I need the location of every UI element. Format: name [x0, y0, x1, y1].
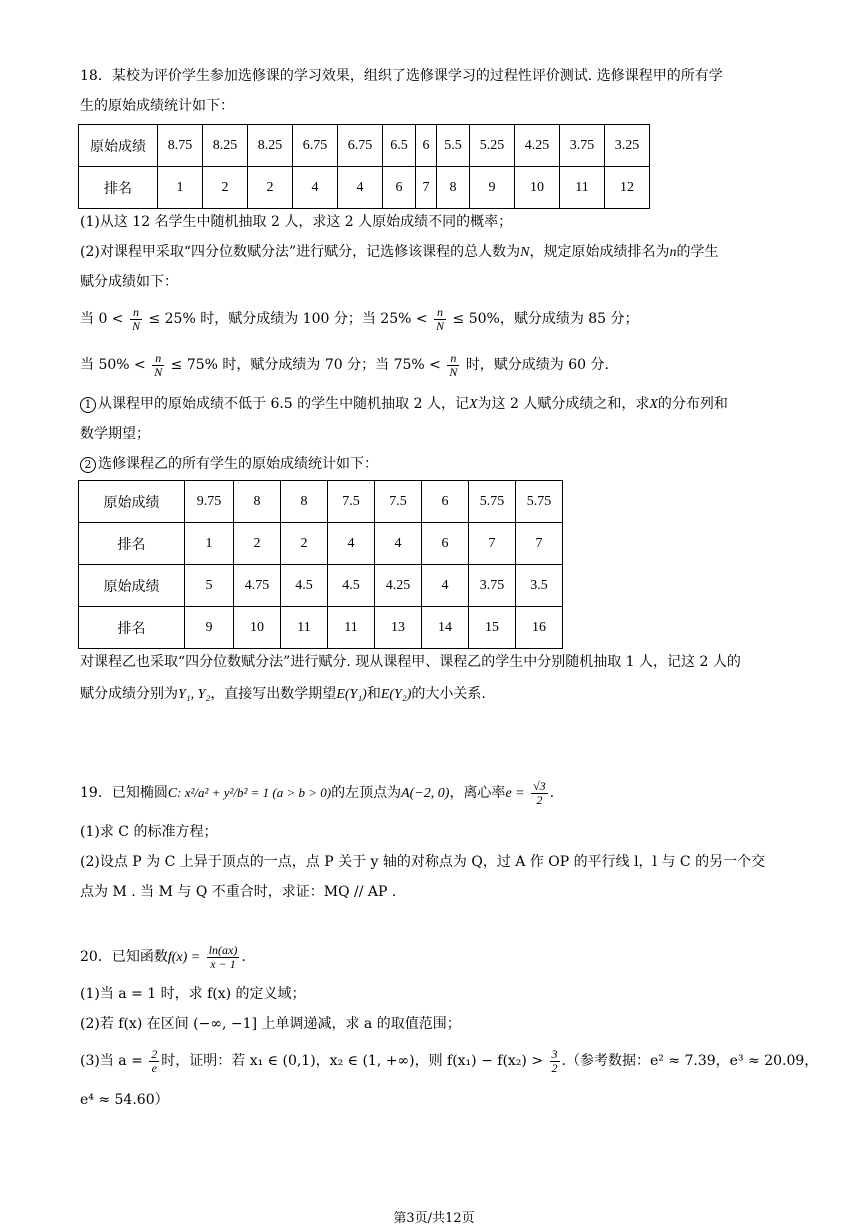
- table-cell: 8.25: [203, 125, 248, 167]
- q18-part2-line1: (2)对课程甲采取“四分位数赋分法”进行赋分，记选修该课程的总人数为N，规定原始成绩排名为n的学生: [80, 244, 719, 260]
- table-cell: 2: [234, 523, 281, 565]
- table-cell: 3.75: [560, 125, 605, 167]
- table-cell: 8.75: [158, 125, 203, 167]
- q19-part1: (1)求 C 的标准方程；: [80, 824, 218, 840]
- q20-line1: 20．已知函数f(x) = $\frac{\ln(ax)}{x - 1}$ .: [80, 942, 246, 971]
- table-cell: 3.25: [605, 125, 650, 167]
- table-cell: 11: [281, 607, 328, 649]
- table-cell: 16: [516, 607, 563, 649]
- table-cell: 8: [281, 481, 328, 523]
- fraction-sqrt3-over-2: $\frac{√3}{2}$: [533, 778, 546, 807]
- fraction-ln-ax-over-x-minus-1: $\frac{\ln(ax)}{x - 1}$: [208, 942, 238, 971]
- table-cell: 5.25: [470, 125, 515, 167]
- table-header-score: 原始成绩: [79, 125, 158, 167]
- table-cell: 5.75: [469, 481, 516, 523]
- table-cell: 11: [560, 167, 605, 209]
- table-cell: 4.5: [281, 565, 328, 607]
- q20-part3-line1: (3)当 a = $\frac{2}{e}$ 时，证明：若 x₁ ∈ (0,1)，x₂ ∈ (1, +∞)，则 f(x₁) − f(x₂) > $\frac{3}{2}$ .（参考数据：e² ≈ 7.39，e³ ≈ 20.09，: [80, 1046, 819, 1075]
- table-cell: 5: [185, 565, 234, 607]
- table-cell: 10: [234, 607, 281, 649]
- q18-sub2: 2 选修课程乙的所有学生的原始成绩统计如下：: [80, 454, 378, 474]
- table-cell: 11: [328, 607, 375, 649]
- table-cell: 14: [422, 607, 469, 649]
- q18-after-line2: 赋分成绩分别为Y₁, Y₂，直接写出数学期望E(Y₁)和E(Y₂)的大小关系.: [80, 686, 486, 702]
- table-cell: 3.75: [469, 565, 516, 607]
- table-cell: 4: [375, 523, 422, 565]
- q18-part1: (1)从这 12 名学生中随机抽取 2 人，求这 2 人原始成绩不同的概率；: [80, 214, 513, 230]
- q18-after-line1: 对课程乙也采取“四分位数赋分法”进行赋分. 现从课程甲、课程乙的学生中分别随机抽取 1 人，记这 2 人的: [80, 654, 741, 670]
- q18-intro-line1: 18．某校为评价学生参加选修课的学习效果，组织了选修课学习的过程性评价测试. 选修课程甲的所有学: [80, 68, 723, 84]
- table-cell: 7: [516, 523, 563, 565]
- table-cell: 6: [422, 481, 469, 523]
- fraction-2-over-e: $\frac{2}{e}$: [151, 1046, 158, 1075]
- table-cell: 7: [416, 167, 437, 209]
- q19-part2-line2: 点为 M . 当 M 与 Q 不重合时，求证：MQ // AP .: [80, 884, 397, 900]
- table-cell: 6: [383, 167, 416, 209]
- fraction-n-over-N: $\frac{n}{N}$: [154, 350, 163, 379]
- table-cell: 1: [185, 523, 234, 565]
- table-header-rank: 排名: [79, 607, 185, 649]
- course-b-score-table: [78, 480, 563, 649]
- table-cell: 4.5: [328, 565, 375, 607]
- table-cell: 7.5: [328, 481, 375, 523]
- circled-number-1-icon: 1: [80, 397, 96, 413]
- q19-line1: 19．已知椭圆C: x²/a² + y²/b² = 1 (a > b > 0)的左顶点为A(−2, 0)，离心率e = $\frac{√3}{2}$ .: [80, 778, 555, 807]
- q18-sub1-line2: 数学期望；: [80, 426, 150, 442]
- table-cell: 4.25: [515, 125, 560, 167]
- table-cell: 7: [469, 523, 516, 565]
- q20-part3-line2: e⁴ ≈ 54.60）: [80, 1092, 169, 1108]
- table-cell: 1: [158, 167, 203, 209]
- table-cell: 8.25: [248, 125, 293, 167]
- table-cell: 2: [281, 523, 328, 565]
- fraction-n-over-N: $\frac{n}{N}$: [449, 350, 458, 379]
- table-cell: 4.75: [234, 565, 281, 607]
- table-cell: 4.25: [375, 565, 422, 607]
- table-cell: 6.75: [293, 125, 338, 167]
- circled-number-2-icon: 2: [80, 457, 96, 473]
- q18-part2-line2: 赋分成绩如下：: [80, 274, 178, 290]
- q19-part2-line1: (2)设点 P 为 C 上异于顶点的一点，点 P 关于 y 轴的对称点为 Q，过 A 作 OP 的平行线 l，l 与 C 的另一个交: [80, 854, 766, 870]
- q18-intro-line2: 生的原始成绩统计如下：: [80, 98, 234, 114]
- table-cell: 8: [437, 167, 470, 209]
- q18-sub1-line1: 1 从课程甲的原始成绩不低于 6.5 的学生中随机抽取 2 人，记X为这 2 人赋分成绩之和，求X的分布列和: [80, 394, 728, 415]
- table-row-rank: [79, 607, 563, 649]
- page-footer: 第3页/共12页: [393, 1211, 475, 1226]
- table-cell: 9: [470, 167, 515, 209]
- table-cell: 15: [469, 607, 516, 649]
- table-cell: 4: [338, 167, 383, 209]
- table-cell: 4: [293, 167, 338, 209]
- table-cell: 6.5: [383, 125, 416, 167]
- table-cell: 5.75: [516, 481, 563, 523]
- table-row-rank: [79, 167, 650, 209]
- table-cell: 6: [416, 125, 437, 167]
- fraction-3-over-2: $\frac{3}{2}$: [551, 1046, 558, 1075]
- fraction-n-over-N: $\frac{n}{N}$: [436, 304, 445, 333]
- table-cell: 9: [185, 607, 234, 649]
- table-cell: 5.5: [437, 125, 470, 167]
- table-header-rank: 排名: [79, 523, 185, 565]
- course-a-score-table: [78, 124, 650, 209]
- table-cell: 6.75: [338, 125, 383, 167]
- table-row-score: [79, 125, 650, 167]
- q18-rule-line2: 当 50% < $\frac{n}{N}$ ≤ 75% 时，赋分成绩为 70 分；当 75% < $\frac{n}{N}$ 时，赋分成绩为 60 分.: [80, 350, 609, 379]
- table-row-score: [79, 565, 563, 607]
- table-cell: 3.5: [516, 565, 563, 607]
- table-cell: 4: [422, 565, 469, 607]
- table-cell: 8: [234, 481, 281, 523]
- fraction-n-over-N: $\frac{n}{N}$: [132, 304, 141, 333]
- q20-part2: (2)若 f(x) 在区间 (−∞, −1] 上单调递减，求 a 的取值范围；: [80, 1016, 461, 1032]
- table-cell: 2: [248, 167, 293, 209]
- table-cell: 2: [203, 167, 248, 209]
- table-row-rank: [79, 523, 563, 565]
- table-cell: 13: [375, 607, 422, 649]
- table-cell: 7.5: [375, 481, 422, 523]
- q20-part1: (1)当 a = 1 时，求 f(x) 的定义域；: [80, 986, 306, 1002]
- table-cell: 6: [422, 523, 469, 565]
- table-header-score: 原始成绩: [79, 481, 185, 523]
- table-header-score: 原始成绩: [79, 565, 185, 607]
- table-row-score: [79, 481, 563, 523]
- table-cell: 10: [515, 167, 560, 209]
- table-cell: 4: [328, 523, 375, 565]
- q18-rule-line1: 当 0 < $\frac{n}{N}$ ≤ 25% 时，赋分成绩为 100 分；当 25% < $\frac{n}{N}$ ≤ 50%，赋分成绩为 85 分；: [80, 304, 639, 333]
- table-cell: 12: [605, 167, 650, 209]
- table-cell: 9.75: [185, 481, 234, 523]
- table-header-rank: 排名: [79, 167, 158, 209]
